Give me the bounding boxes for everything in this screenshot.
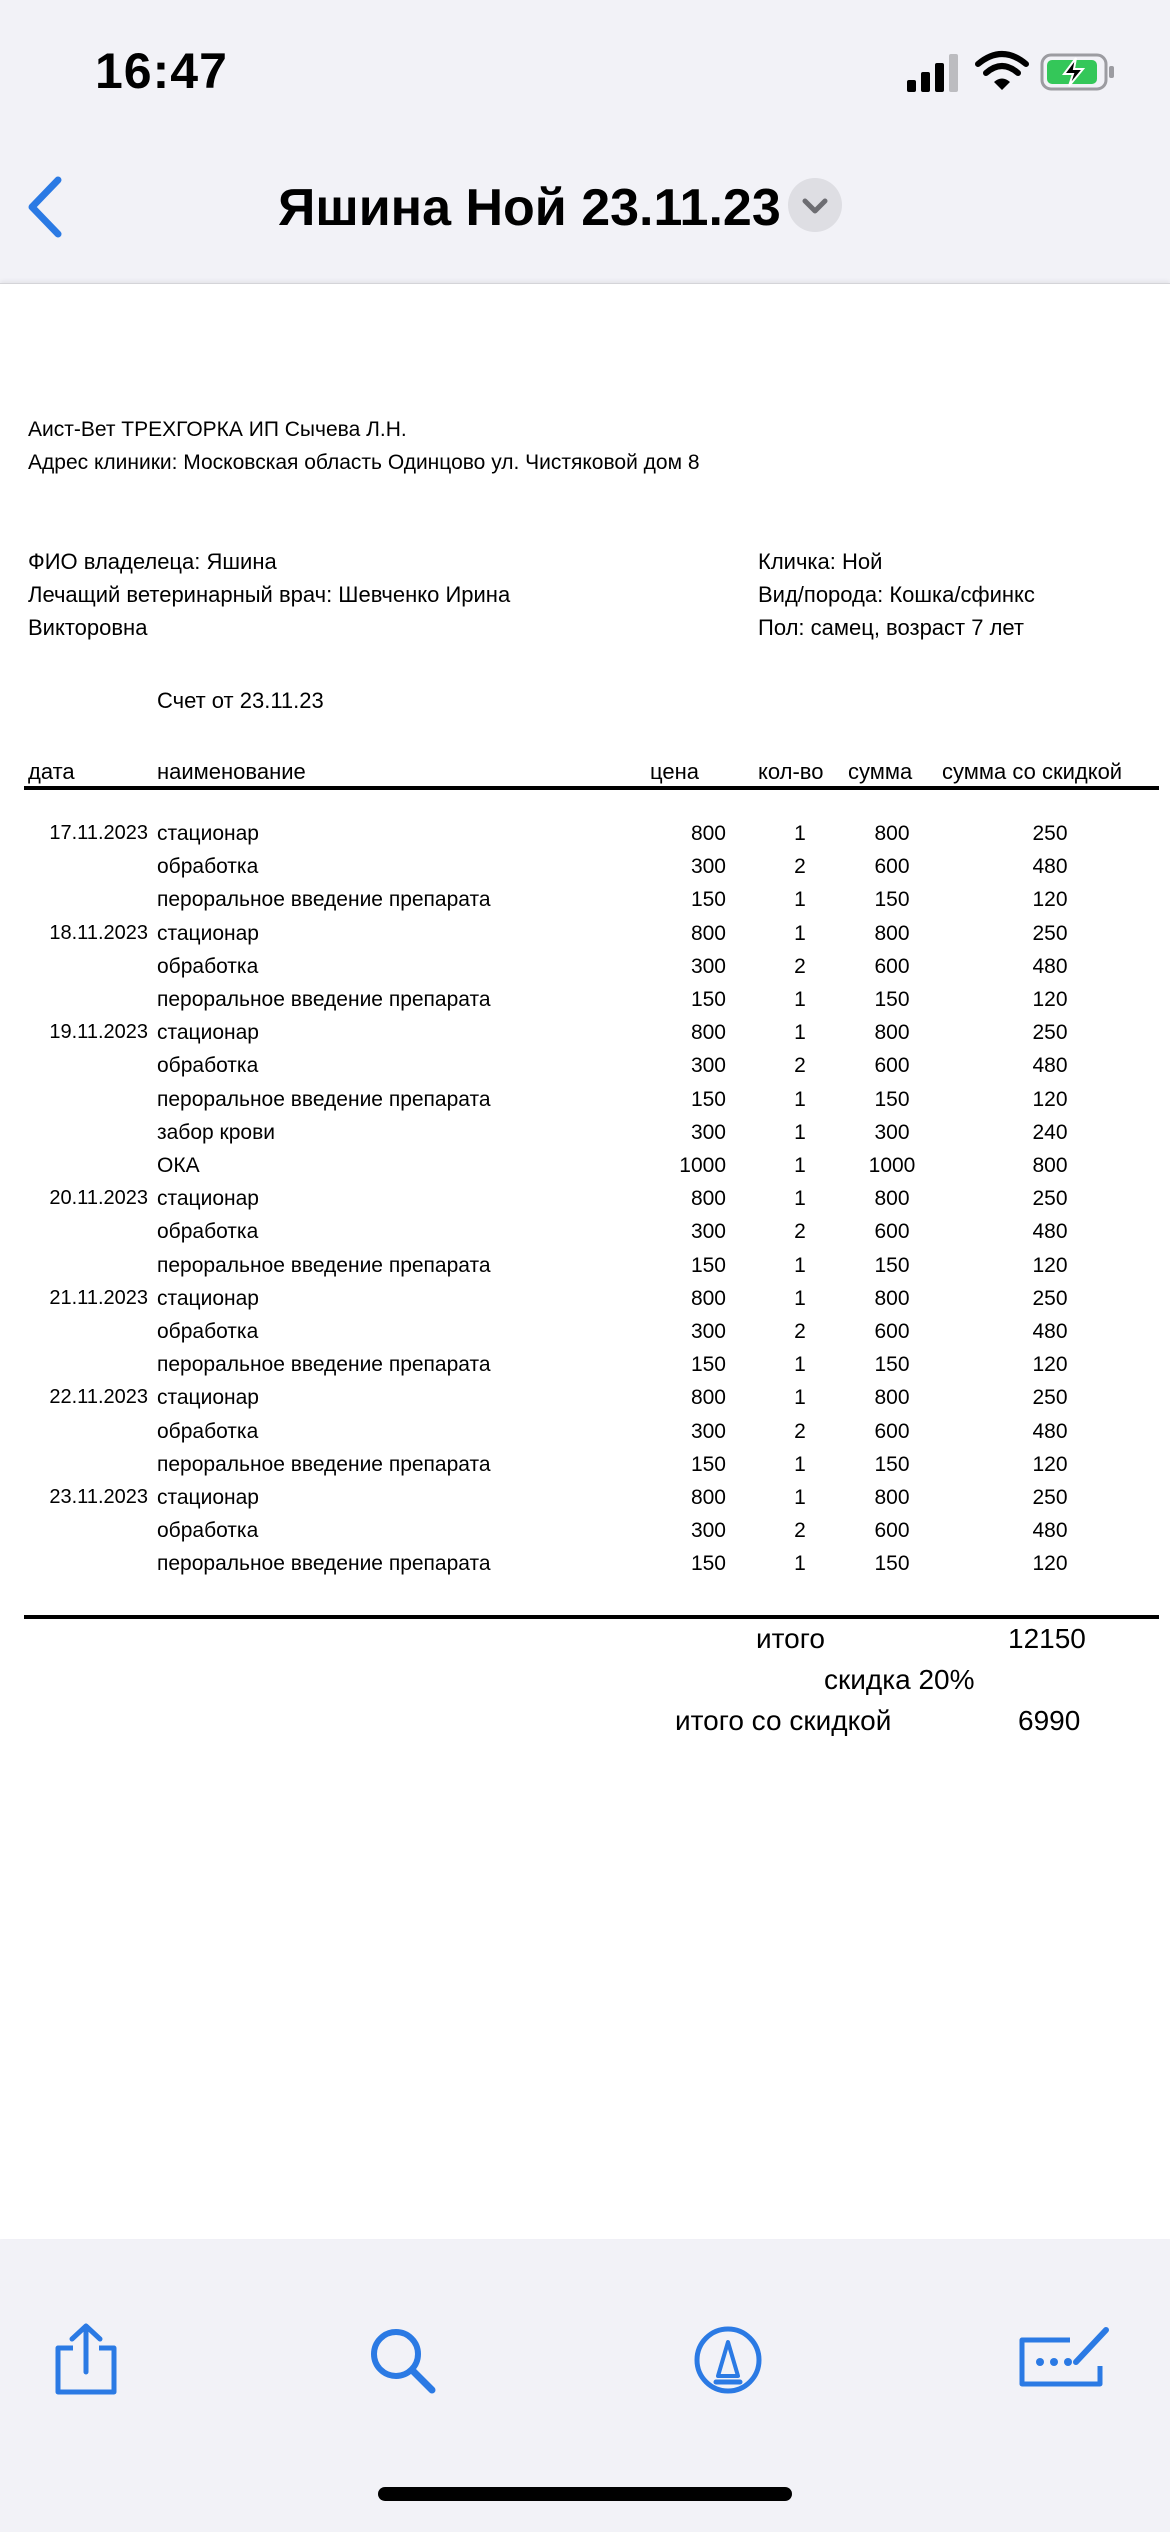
row-service: пероральное введение препарата [157, 1353, 491, 1377]
row-sum: 150 [874, 1087, 910, 1111]
row-quantity: 2 [794, 1220, 806, 1244]
row-price: 150 [690, 988, 726, 1011]
row-service: пероральное введение препарата [157, 1087, 491, 1111]
row-sum: 300 [874, 1120, 910, 1144]
search-icon[interactable] [364, 2322, 440, 2398]
row-sum-discount: 120 [1032, 1353, 1068, 1377]
document-page [0, 283, 1170, 2239]
row-sum: 600 [874, 855, 910, 879]
row-price: 300 [690, 1419, 726, 1443]
row-service: обработка [157, 1419, 259, 1443]
discount-label: скидка 20% [824, 1664, 975, 1695]
share-icon[interactable] [48, 2322, 124, 2398]
row-date: 19.11.2023 [49, 1021, 148, 1044]
row-quantity: 1 [794, 1386, 806, 1410]
clinic-name: Аист-Вет ТРЕХГОРКА ИП Сычева Л.Н. [28, 418, 407, 441]
row-quantity: 1 [794, 1021, 806, 1045]
row-sum: 150 [874, 1253, 910, 1277]
row-quantity: 2 [794, 1320, 806, 1343]
row-quantity: 1 [794, 1154, 806, 1177]
row-service: стационар [157, 1286, 259, 1310]
row-service: стационар [157, 1386, 259, 1410]
row-quantity: 2 [794, 1519, 806, 1543]
row-sum: 600 [874, 1054, 910, 1078]
row-sum: 800 [874, 1021, 910, 1045]
doctor-name-line1: Лечащий ветеринарный врач: Шевченко Ирина [28, 582, 511, 607]
row-price: 300 [690, 1220, 726, 1244]
row-service: обработка [157, 1054, 259, 1078]
row-sum: 800 [874, 1486, 910, 1509]
row-service: стационар [157, 1021, 259, 1045]
row-price: 300 [690, 954, 726, 978]
pet-sex-age: Пол: самец, возраст 7 лет [758, 615, 1024, 640]
row-price: 1000 [679, 1154, 726, 1177]
row-sum-discount: 480 [1032, 855, 1068, 879]
row-service: забор крови [157, 1120, 275, 1144]
cellular-signal-icon [905, 52, 965, 92]
status-bar [0, 0, 1170, 150]
owner-name: ФИО владелеца: Яшина [28, 549, 277, 574]
row-sum-discount: 120 [1032, 988, 1068, 1011]
row-sum-discount: 480 [1032, 1054, 1068, 1078]
document-title[interactable]: Яшина Ной 23.11.23 [278, 179, 781, 237]
row-quantity: 1 [794, 888, 806, 912]
row-sum: 800 [874, 1187, 910, 1211]
totals-divider [24, 1615, 1159, 1619]
row-price: 300 [690, 855, 726, 879]
row-sum-discount: 480 [1032, 1220, 1068, 1244]
pet-name: Кличка: Ной [758, 549, 883, 574]
row-sum-discount: 480 [1032, 1320, 1068, 1343]
title-menu-button[interactable] [788, 178, 842, 232]
row-sum-discount: 250 [1032, 1386, 1068, 1410]
row-sum-discount: 120 [1032, 1552, 1068, 1576]
row-date: 18.11.2023 [49, 921, 148, 944]
row-price: 300 [690, 1120, 726, 1144]
col-header-date: дата [28, 759, 75, 784]
row-quantity: 1 [794, 1187, 806, 1211]
row-sum-discount: 250 [1032, 822, 1068, 845]
status-time: 16:47 [95, 43, 228, 99]
row-sum-discount: 120 [1032, 1087, 1068, 1111]
row-sum-discount: 480 [1032, 954, 1068, 978]
row-sum: 600 [874, 1519, 910, 1543]
total-label: итого [756, 1623, 825, 1654]
chevron-down-icon [788, 178, 842, 232]
row-sum: 150 [874, 1552, 910, 1576]
row-sum-discount: 800 [1032, 1154, 1068, 1177]
row-service: ОКА [157, 1154, 200, 1177]
row-sum-discount: 250 [1032, 1187, 1068, 1211]
row-sum: 600 [874, 954, 910, 978]
row-sum: 800 [874, 1286, 910, 1310]
row-service: стационар [157, 1486, 259, 1509]
row-service: пероральное введение препарата [157, 1552, 491, 1576]
row-sum: 800 [874, 1386, 910, 1410]
row-sum-discount: 240 [1032, 1120, 1068, 1144]
row-sum: 600 [874, 1320, 910, 1343]
pet-species: Вид/порода: Кошка/сфинкс [758, 582, 1035, 607]
row-sum-discount: 120 [1032, 1452, 1068, 1476]
navigation-bar [0, 150, 1170, 270]
row-quantity: 2 [794, 1054, 806, 1078]
col-header-sum: сумма [848, 759, 913, 784]
battery-charging-icon [1040, 52, 1116, 92]
row-service: стационар [157, 822, 259, 845]
invoice-title: Счет от 23.11.23 [157, 688, 324, 713]
row-service: обработка [157, 1519, 259, 1543]
form-fill-icon[interactable] [1014, 2322, 1114, 2398]
row-sum-discount: 250 [1032, 1021, 1068, 1045]
row-price: 800 [690, 1187, 726, 1211]
row-quantity: 1 [794, 1253, 806, 1277]
row-date: 20.11.2023 [49, 1187, 148, 1210]
total-discount-value: 6990 [1018, 1705, 1081, 1736]
markup-icon[interactable] [690, 2322, 766, 2398]
row-quantity: 1 [794, 1087, 806, 1111]
row-sum: 150 [874, 1452, 910, 1476]
row-price: 800 [690, 1486, 726, 1509]
row-quantity: 1 [794, 1353, 806, 1377]
row-service: стационар [157, 1187, 259, 1211]
row-price: 300 [690, 1320, 726, 1343]
row-sum-discount: 120 [1032, 888, 1068, 912]
row-quantity: 1 [794, 988, 806, 1011]
row-price: 150 [690, 1353, 726, 1377]
row-sum: 800 [874, 921, 910, 945]
clinic-address: Адрес клиники: Московская область Одинцово ул. Чистяковой дом 8 [28, 451, 700, 474]
row-sum-discount: 120 [1032, 1253, 1068, 1277]
row-service: обработка [157, 1220, 259, 1244]
wifi-icon [975, 50, 1029, 92]
row-service: пероральное введение препарата [157, 1452, 491, 1476]
row-price: 800 [690, 1286, 726, 1310]
row-date: 22.11.2023 [49, 1386, 148, 1409]
row-price: 800 [690, 822, 726, 845]
row-quantity: 1 [794, 1486, 806, 1509]
row-quantity: 1 [794, 822, 806, 845]
col-header-qty: кол-во [758, 759, 824, 784]
row-sum-discount: 250 [1032, 921, 1068, 945]
row-quantity: 1 [794, 1120, 806, 1144]
row-quantity: 1 [794, 1452, 806, 1476]
col-header-price: цена [650, 759, 699, 784]
total-value: 12150 [1008, 1623, 1086, 1654]
doctor-name-line2: Викторовна [28, 615, 148, 640]
row-service: пероральное введение препарата [157, 888, 491, 912]
back-chevron-icon[interactable] [22, 172, 72, 242]
row-sum-discount: 480 [1032, 1419, 1068, 1443]
row-quantity: 2 [794, 855, 806, 879]
row-sum: 1000 [868, 1154, 916, 1177]
row-price: 800 [690, 1386, 726, 1410]
row-price: 300 [690, 1519, 726, 1543]
row-service: пероральное введение препарата [157, 1253, 491, 1277]
row-sum-discount: 250 [1032, 1286, 1068, 1310]
row-quantity: 1 [794, 921, 806, 945]
row-service: пероральное введение препарата [157, 988, 491, 1011]
row-quantity: 1 [794, 1552, 806, 1576]
row-sum: 800 [874, 822, 910, 845]
col-header-name: наименование [157, 759, 306, 784]
row-sum-discount: 250 [1032, 1486, 1068, 1509]
row-price: 300 [690, 1054, 726, 1078]
row-sum: 150 [874, 1353, 910, 1377]
row-price: 150 [690, 888, 726, 912]
row-sum: 150 [874, 888, 910, 912]
row-service: обработка [157, 1320, 259, 1343]
row-price: 150 [690, 1087, 726, 1111]
home-indicator [378, 2487, 792, 2501]
row-quantity: 1 [794, 1286, 806, 1310]
row-service: обработка [157, 954, 259, 978]
row-price: 150 [690, 1452, 726, 1476]
row-price: 150 [690, 1552, 726, 1576]
row-sum: 150 [874, 988, 910, 1011]
row-quantity: 2 [794, 1419, 806, 1443]
row-price: 800 [690, 1021, 726, 1045]
row-service: стационар [157, 921, 259, 945]
row-date: 21.11.2023 [49, 1286, 148, 1309]
row-sum: 600 [874, 1419, 910, 1443]
row-price: 150 [690, 1253, 726, 1277]
row-service: обработка [157, 855, 259, 879]
row-sum: 600 [874, 1220, 910, 1244]
col-header-sum-discount: сумма со скидкой [942, 759, 1123, 784]
header-divider [24, 786, 1159, 790]
row-price: 800 [690, 921, 726, 945]
row-date: 23.11.2023 [49, 1486, 148, 1508]
row-date: 17.11.2023 [49, 822, 148, 844]
row-quantity: 2 [794, 954, 806, 978]
row-sum-discount: 480 [1032, 1519, 1068, 1543]
total-discount-label: итого со скидкой [675, 1705, 892, 1736]
